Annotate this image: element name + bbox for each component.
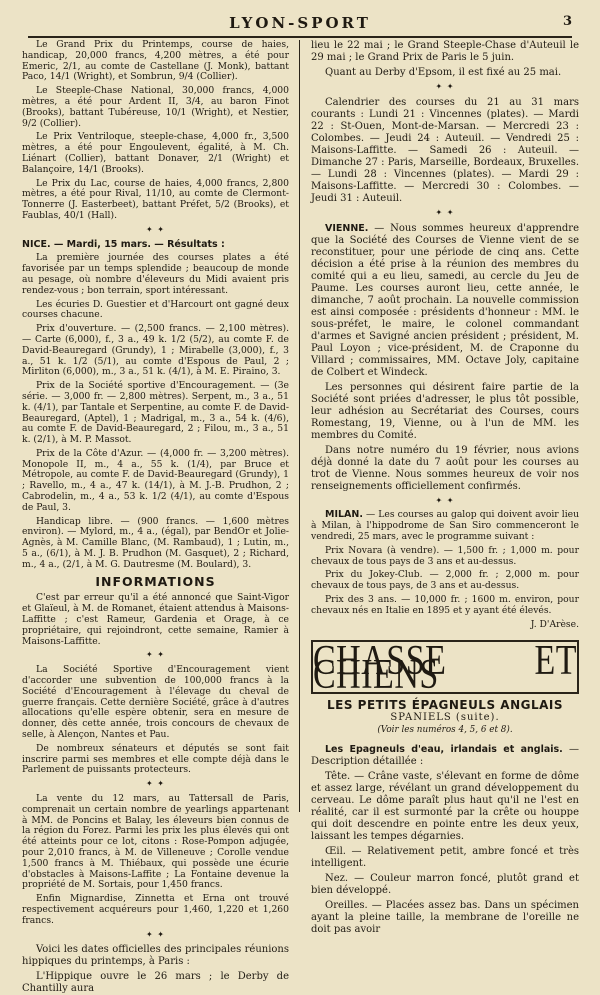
oeil-paragraph: Œil. — Relativement petit, ambre foncé et très intelligent. bbox=[311, 845, 579, 869]
spaniels-note: (Voir les numéros 4, 5, 6 et 8). bbox=[377, 724, 513, 735]
prix-cote-azur: Prix de la Côte d'Azur. — (4,000 fr. — 3,200 mètres). Monopole II, m., 4 a., 55 k. (1/4), par Bruce et Métropole, au comte F. de David-Beauregard (Grundy), 1 ; Ravello, m., 4 a., 47 k. (14/1), à M. J.-B. Prudhon, 2 ; Cabrodelin, m., 4 a., 53 k. 1/2 (4/1), au comte d'Espous de Paul, 3. bbox=[22, 447, 289, 513]
informations-heading: INFORMATIONS bbox=[95, 573, 216, 589]
ornament-stars: ✦ ✦ bbox=[146, 650, 165, 660]
prix-encouragement: Prix de la Société sportive d'Encouragement. — (3e série. — 3,000 fr. — 2,800 mètres). Serpent, m., 3 a., 51 k. (4/1), par Tantale et Serpentine, au comte F. de David-Beauregard, (Aptel), 1 ; Madrigal, m., 3 a., 54 k. (4/6), au comte F. de David-Beauregard, 2 ; Filou, m., 3 a., 51 k. (2/1), à M. P. Massot. bbox=[22, 380, 289, 446]
masthead: LYON-SPORT bbox=[229, 14, 371, 32]
right-column bbox=[311, 40, 579, 935]
continuation-paragraph: lieu le 22 mai ; le Grand Steeple-Chase d'Auteuil le 29 mai ; le Grand Prix de Paris le 5 juin. bbox=[311, 40, 579, 63]
info-paragraph-4: La vente du 12 mars, au Tattersall de Paris, comprenait un certain nombre de yearlings appartenant à MM. de Poncins et Balay, les éleveurs bien connus de la région du Forez. Parmi les prix les plus élevés qui ont été atteints pour ce lot, citons : Rose-Pompon adjugée, pour 2,010 francs, à M. de Villeneuve ; Corolle vendue 1,500 francs à M. Thiébaux, qui possède une écurie d'obstacles à Maisons-Laffite ; La Fontaine devenue la propriété de M. Sortais, pour 1,450 francs. bbox=[22, 793, 289, 891]
steeple-chase-national: Le Steeple-Chase National, 30,000 francs, 4,000 mètres, a été pour Ardent II, 3/4, au baron Finot (Brooks), battant Tubéreuse, 10/1 (Wright), et Nestier, 9/2 (Collier). bbox=[22, 85, 289, 129]
spaniels-subtitle: SPANIELS (suite). bbox=[390, 712, 500, 724]
oreilles-paragraph: Oreilles. — Placées assez bas. Dans un spécimen ayant la pleine taille, la membrane de l'oreille ne doit pas avoir bbox=[311, 899, 579, 935]
nice-paragraph-2: Les écuries D. Guestier et d'Harcourt ont gagné deux courses chacune. bbox=[22, 298, 289, 321]
signature: J. D'Arèse. bbox=[530, 618, 579, 630]
prix-novara: Prix Novara (à vendre). — 1,500 fr. ; 1,000 m. pour chevaux de tous pays de 3 ans et au-dessus. bbox=[311, 544, 579, 567]
derby-epsom: Quant au Derby d'Epsom, il est fixé au 25 mai. bbox=[325, 67, 562, 78]
prix-ventriloque: Le Prix Ventriloque, steeple-chase, 4,000 fr., 3,500 mètres, a été pour Engoulevent, égalité, à M. Ch. Liénart (Collier), battant Donaver, 2/1 (Wright) et Balançoire, 14/1 (Brooks). bbox=[22, 131, 289, 175]
vienne-heading: VIENNE. bbox=[325, 222, 369, 234]
ornament-stars: ✦ ✦ bbox=[146, 224, 165, 234]
chasse-et-chiens-title: CHASSE ET CHIENS bbox=[313, 637, 577, 698]
vienne-paragraph-1: — Nous sommes heureux d'apprendre que la Société des Courses de Vienne vient de se reconstituer, pour une période de cinq ans. Cette décision a été prise à la réunion des membres du comité qui a eu lieu, samedi, au cercle du Jeu de Paume. Les courses auront lieu, cette année, le dimanche, 7 août prochain. La nouvelle commission est ainsi composée : présidents d'honneur : MM. le sous-préfet, le maire, le colonel commandant d'armes et Savigné ancien président ; président, M. Paul Loyon ; vice-président, M. de Craponne du Villard ; commissaires, MM. Octave Joly, capitaine de Colbert et Windeck. bbox=[311, 222, 579, 378]
info-paragraph-3: De nombreux sénateurs et députés se sont fait inscrire parmi ses membres et elle compte déjà dans le Parlement de puissants protecteurs. bbox=[22, 742, 289, 776]
info-paragraph-6: Voici les dates officielles des principales réunions hippiques du printemps, à Paris : bbox=[22, 944, 289, 968]
handicap-libre: Handicap libre. — (900 francs. — 1,600 mètres environ). — Mylord, m., 4 a., (égal), par BendOr et Jolie-Agnès, à M. Camille Blanc, (M. Rambaud), 1 ; Lutin, m., 5 a., (6/1), à M. J. B. Prudhon (M. Gasquet), 2 ; Richard, m., 4 a., (2/1, à M. G. Dautresme (M. Boulard), 3. bbox=[22, 515, 289, 570]
prix-ouverture: Prix d'ouverture. — (2,500 francs. — 2,100 mètres). — Carte (6,000), f., 3 a., 49 k. 1/2 (5/2), au comte F. de David-Beauregard (Grundy), 1 ; Mirabelle (3,000), f., 3 a., 51 k. 1/2 (5/1), au comte d'Espous de Paul, 2 ; Mirliton (6,000), m., 3 a., 51 k. (4/1), à M. E. Piraino, 3. bbox=[22, 323, 289, 378]
column-divider bbox=[299, 40, 300, 812]
milan-heading: MILAN. bbox=[325, 509, 363, 521]
calendrier-courses: Calendrier des courses du 21 au 31 mars courants : Lundi 21 : Vincennes (plates). — Mardi 22 : St-Ouen, Mont-de-Marsan. — Mercredi 23 : Colombes. — Jeudi 24 : Auteuil. — Vendredi 25 : Maisons-Laffitte. — Samedi 26 : Auteuil. — Dimanche 27 : Paris, Marseille, Bordeaux, Bruxelles. — Lundi 28 : Vincennes (plates). — Mardi 29 : Maisons-Laffitte. — Mercredi 30 : Colombes. — Jeudi 31 : Auteuil. bbox=[311, 96, 579, 204]
nice-heading: NICE. — Mardi, 15 mars. — Résultats : bbox=[22, 238, 225, 250]
prix-jockey-club: Prix du Jokey-Club. — 2,000 fr. ; 2,000 m. pour chevaux de tous pays, de 3 ans et au-dessus. bbox=[311, 569, 579, 592]
ornament-stars: ✦ ✦ bbox=[146, 929, 165, 939]
nice-paragraph-1: La première journée des courses plates a été favorisée par un temps splendide ; beaucoup de monde au pesage, où nombre d'éleveurs du Midi avaient pris rendez-vous ; bon terrain, sport intéressant. bbox=[22, 252, 289, 296]
nez-paragraph: Nez. — Couleur marron foncé, plutôt grand et bien développé. bbox=[311, 872, 579, 896]
ornament-stars: ✦ ✦ bbox=[435, 495, 455, 505]
vienne-paragraph-3: Dans notre numéro du 19 février, nous avions déjà donné la date du 7 août pour les courses au trot de Vienne. Nous sommes heureux de voir nos renseignements officiellement confirmés. bbox=[311, 444, 579, 492]
milan-paragraph: — Les courses au galop qui doivent avoir lieu à Milan, à l'hippodrome de San Siro commenceront le vendredi, 25 mars, avec le programme suivant : bbox=[311, 509, 579, 542]
page-number: 3 bbox=[562, 14, 572, 29]
description-intro: — Description détaillée : bbox=[311, 743, 579, 767]
info-paragraph-2: La Société Sportive d'Encouragement vient d'accorder une subvention de 100,000 francs à la Société d'Encouragement à l'élevage du cheval de guerre français. Cette dernière Société, grâce à d'autres allocations qu'elle espère obtenir, sera en mesure de donner, dès cette année, trois concours de chevaux de selle, à Alençon, Nantes et Pau. bbox=[22, 664, 289, 741]
ornament-stars: ✦ ✦ bbox=[435, 207, 455, 217]
info-paragraph-5: Enfin Mignardise, Zinnetta et Erna ont trouvé respectivement acquéreurs pour 1,460, 1,220 et 1,260 francs. bbox=[22, 893, 289, 926]
page-header bbox=[28, 14, 572, 38]
ornament-stars: ✦ ✦ bbox=[435, 82, 455, 91]
info-paragraph-1: C'est par erreur qu'il a été annoncé que Saint-Vigor et Glaïeul, à M. de Romanet, étaient attendus à Maisons-Laffitte ; c'est Rameur, Gardenia et Orage, à ce propriétaire, qui rejoindront, cette semaine, Ramier à Maisons-Laffitte. bbox=[22, 592, 289, 647]
prix-du-lac: Le Prix du Lac, course de haies, 4,000 francs, 2,800 mètres, a été pour Rival, 11/10, au comte de Clermont-Tonnerre (J. Easterbeet), battant Préfet, 5/2 (Brooks), et Faublas, 40/1 (Hall). bbox=[22, 177, 289, 221]
left-column bbox=[22, 39, 289, 995]
vienne-paragraph-2: Les personnes qui désirent faire partie de la Société sont priées d'adresser, le plus tôt possible, leur adhésion au Secrétariat des Courses, cours Romestang, 19, Vienne, ou à l'un de MM. les membres du Comité. bbox=[311, 381, 579, 441]
grand-prix-printemps: Le Grand Prix du Printemps, course de haies, handicap, 20,000 francs, 4,200 mètres, a été pour Emeric, 2/1, au comte de Castellane (J. Monk), battant Paco, 14/1 (Wright), et Sombrun, 9/4 (Collier). bbox=[22, 39, 289, 83]
prix-des-3-ans: Prix des 3 ans. — 10,000 fr. ; 1600 m. environ, pour chevaux nés en Italie en 1895 et y ayant été élevés. bbox=[311, 593, 579, 616]
info-paragraph-7: L'Hippique ouvre le 26 mars ; le Derby de Chantilly aura bbox=[22, 971, 289, 995]
chasse-et-chiens-banner bbox=[311, 637, 579, 698]
tete-paragraph: Tête. — Crâne vaste, s'élevant en forme de dôme et assez large, révélant un grand développement du cerveau. Le dôme paraît plus haut qu'il ne l'est en réalité, car il est surmonté par la crête ou houppe qui doit descendre en pointe entre les deux yeux, laissant les tempes dégarnies. bbox=[311, 770, 579, 842]
ornament-stars: ✦ ✦ bbox=[146, 779, 165, 789]
description-heading: Les Epagneuls d'eau, irlandais et anglais. bbox=[325, 743, 563, 755]
epagneuls-title: LES PETITS ÉPAGNEULS ANGLAIS bbox=[326, 698, 563, 713]
